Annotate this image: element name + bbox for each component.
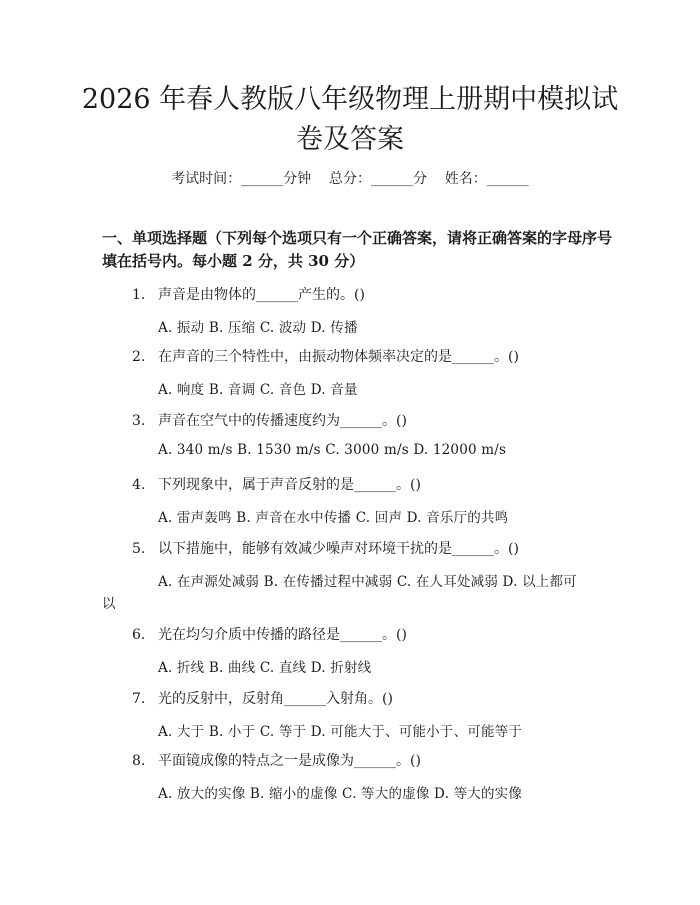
question-6-options: A. 折线 B. 曲线 C. 直线 D. 折射线	[158, 660, 372, 676]
question-4-options: A. 雷声轰鸣 B. 声音在水中传播 C. 回声 D. 音乐厅的共鸣	[158, 510, 509, 526]
question-2-options: A. 响度 B. 音调 C. 音色 D. 音量	[158, 382, 358, 398]
question-7	[132, 688, 393, 708]
question-6	[132, 624, 407, 644]
title-line-2: 卷及答案	[296, 124, 404, 155]
question-8-options: A. 放大的实像 B. 缩小的虚像 C. 等大的虚像 D. 等大的实像	[158, 786, 523, 802]
question-number: 5.	[132, 541, 146, 557]
question-number: 1.	[132, 287, 146, 303]
question-number: 6.	[132, 627, 146, 643]
question-number: 8.	[132, 753, 146, 769]
question-8	[132, 750, 421, 770]
question-7-options: A. 大于 B. 小于 C. 等于 D. 可能大于、可能小于、可能等于	[158, 724, 523, 740]
question-5-options-continued: 以	[102, 596, 116, 612]
question-text: 下列现象中，属于声音反射的是______。()	[158, 477, 421, 493]
question-3	[132, 410, 407, 430]
question-number: 4.	[132, 477, 146, 493]
question-text: 在声音的三个特性中，由振动物体频率决定的是______。()	[158, 349, 519, 365]
question-text: 声音是由物体的______产生的。()	[158, 287, 365, 303]
question-1-options: A. 振动 B. 压缩 C. 波动 D. 传播	[158, 320, 358, 336]
question-5	[132, 538, 519, 558]
section-heading: 一、单项选择题（下列每个选项只有一个正确答案，请将正确答案的字母序号填在括号内。每小题 2 分，共 30 分）	[102, 229, 613, 270]
question-5-options: A. 在声源处减弱 B. 在传播过程中减弱 C. 在人耳处减弱 D. 以上都可	[158, 574, 577, 590]
question-4	[132, 474, 421, 494]
question-2	[132, 346, 519, 366]
question-text: 光在均匀介质中传播的路径是______。()	[158, 627, 407, 643]
question-3-options: A. 340 m/s B. 1530 m/s C. 3000 m/s D. 12000 m/s	[158, 442, 507, 458]
question-text: 声音在空气中的传播速度约为______。()	[158, 413, 407, 429]
title-line-1: 2026 年春人教版八年级物理上册期中模拟试	[81, 84, 619, 115]
question-number: 3.	[132, 413, 146, 429]
document-title	[0, 80, 700, 160]
question-text: 光的反射中，反射角______入射角。()	[158, 691, 393, 707]
question-1	[132, 284, 365, 304]
question-text: 平面镜成像的特点之一是成像为______。()	[158, 753, 421, 769]
question-number: 7.	[132, 691, 146, 707]
question-number: 2.	[132, 349, 146, 365]
question-text: 以下措施中，能够有效减少噪声对环境干扰的是______。()	[158, 541, 519, 557]
exam-meta-line: 考试时间：______分钟 总分：______分 姓名：______	[171, 171, 529, 187]
